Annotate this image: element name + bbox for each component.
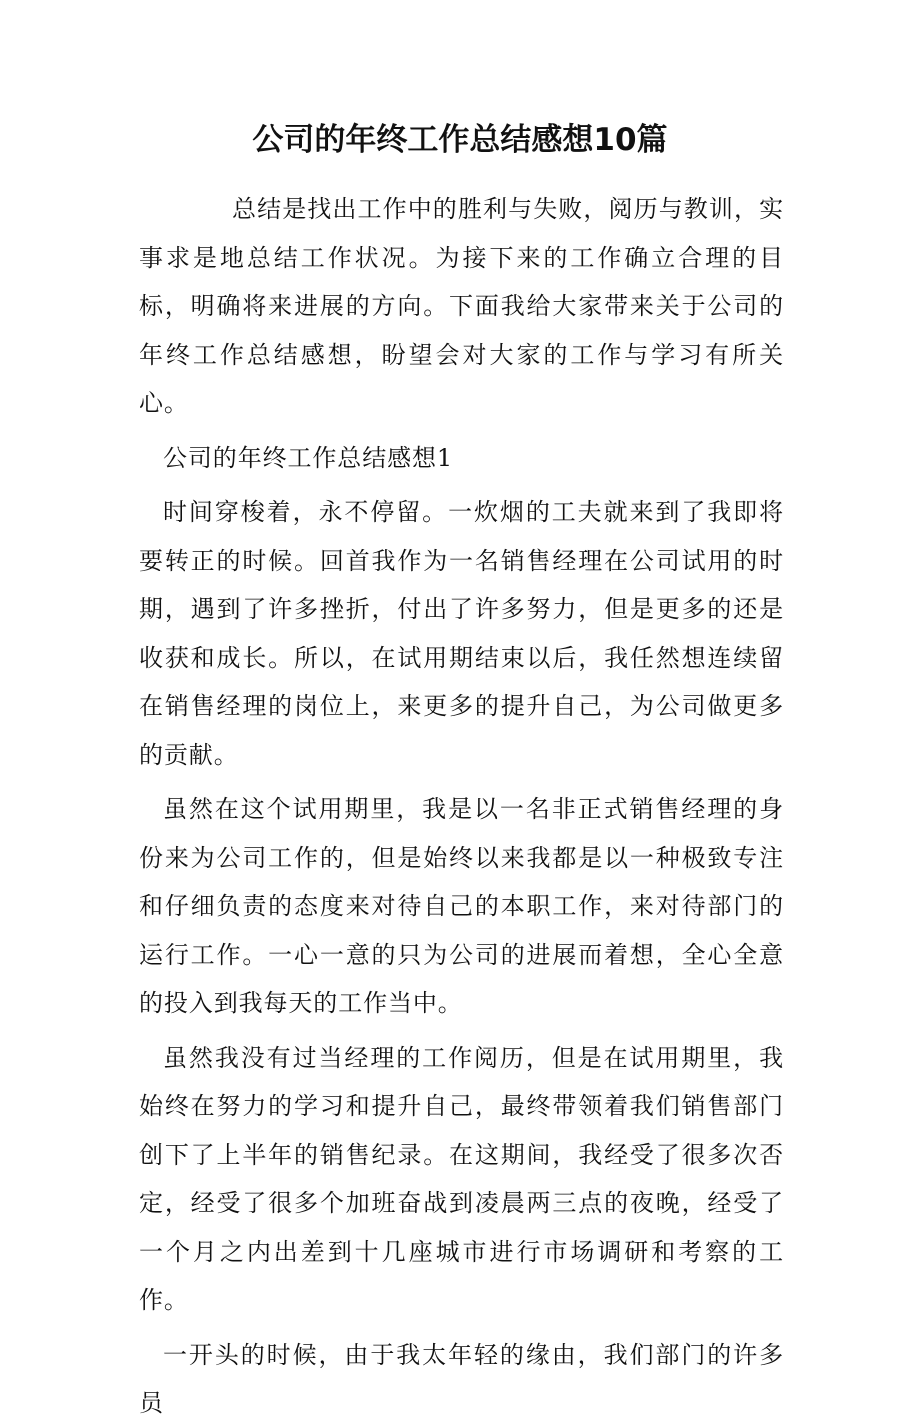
document-body	[139, 185, 784, 1428]
body-paragraph: 一开头的时候，由于我太年轻的缘由，我们部门的许多员	[139, 1340, 784, 1417]
document-title: 公司的年终工作总结感想10篇	[252, 122, 668, 158]
section-heading: 公司的年终工作总结感想1	[163, 443, 454, 472]
intro-paragraph: 总结是找出工作中的胜利与失败，阅历与教训，实事求是地总结工作状况。为接下来的工作确立合理的目标，明确将来进展的方向。下面我给大家带来关于公司的年终工作总结感想，盼望会对大家的工作与学习有所关心。	[139, 195, 784, 417]
body-paragraph: 时间穿梭着，永不停留。一炊烟的工夫就来到了我即将要转正的时候。回首我作为一名销售经理在公司试用的时期，遇到了许多挫折，付出了许多努力，但是更多的还是收获和成长。所以，在试用期结束以后，我任然想连续留在销售经理的岗位上，来更多的提升自己，为公司做更多的贡献。	[139, 498, 784, 769]
body-paragraph: 虽然我没有过当经理的工作阅历，但是在试用期里，我始终在努力的学习和提升自己，最终带领着我们销售部门创下了上半年的销售纪录。在这期间，我经受了很多次否定，经受了很多个加班奋战到凌晨两三点的夜晚，经受了一个月之内出差到十几座城市进行市场调研和考察的工作。	[139, 1043, 784, 1314]
body-paragraph: 虽然在这个试用期里，我是以一名非正式销售经理的身份来为公司工作的，但是始终以来我都是以一种极致专注和仔细负责的态度来对待自己的本职工作，来对待部门的运行工作。一心一意的只为公司的进展而着想，全心全意的投入到我每天的工作当中。	[139, 795, 784, 1017]
